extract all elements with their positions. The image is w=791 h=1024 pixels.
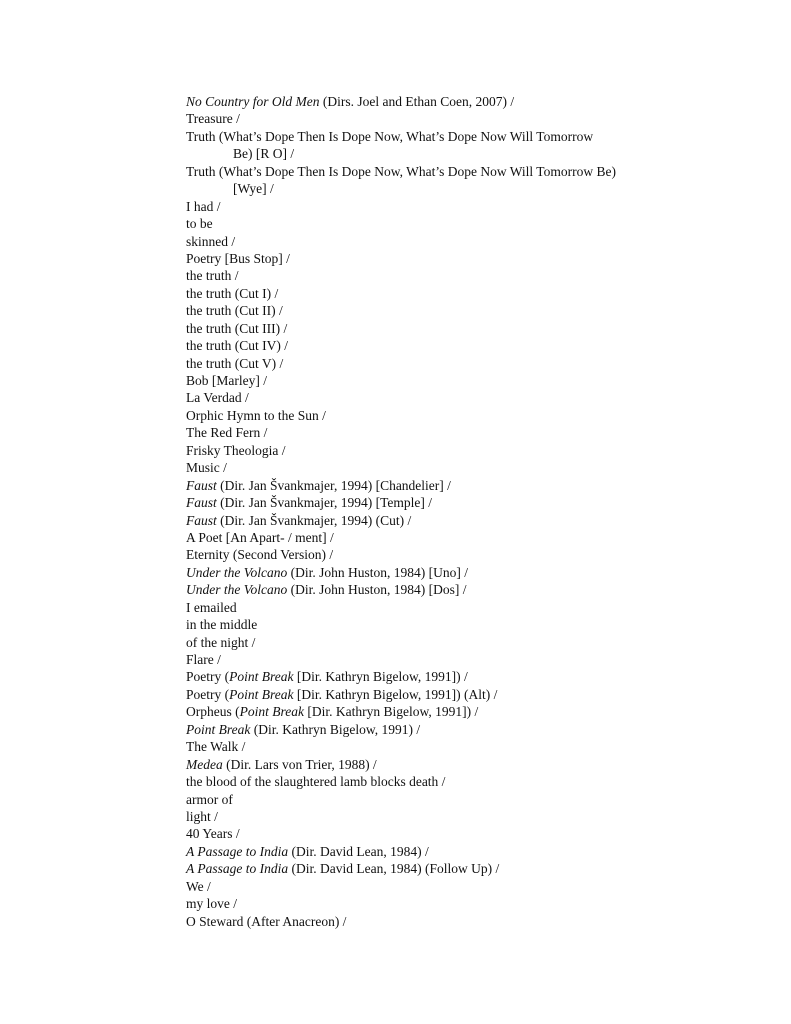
- contents-line: [186, 407, 766, 424]
- line-text: Poetry (: [186, 669, 230, 685]
- contents-line: [186, 546, 766, 563]
- line-text: in the middle: [186, 617, 258, 633]
- contents-line: [186, 424, 766, 441]
- film-title: No Country for Old Men: [186, 94, 320, 109]
- contents-line: [186, 442, 766, 459]
- film-title: Point Break: [229, 669, 294, 685]
- film-title: Point Break: [239, 704, 304, 720]
- line-text: (Dirs. Joel and Ethan Coen, 2007) /: [319, 94, 515, 109]
- contents-line: [186, 756, 766, 773]
- contents-line: [186, 703, 766, 720]
- line-text: Truth (What’s Dope Then Is Dope Now, What’s Dope Now Will Tomorrow Be): [186, 163, 616, 179]
- contents-line: [186, 198, 766, 215]
- line-text: Bob [Marley] /: [186, 373, 267, 388]
- line-text: (Dir. David Lean, 1984) /: [288, 843, 429, 859]
- contents-line: [186, 668, 766, 685]
- line-text: to be: [186, 216, 213, 232]
- line-text: [Dir. Kathryn Bigelow, 1991]) (Alt) /: [293, 686, 498, 702]
- line-text: Music /: [186, 460, 227, 476]
- line-text: 40 Years /: [186, 826, 240, 842]
- contents-line: [186, 250, 766, 267]
- contents-line: [186, 773, 766, 790]
- contents-line: [186, 721, 766, 738]
- line-text: (Dir. John Huston, 1984) [Uno] /: [287, 564, 468, 580]
- contents-line: [186, 651, 766, 668]
- line-text: (Dir. David Lean, 1984) (Follow Up) /: [288, 861, 500, 877]
- contents-line: [186, 337, 766, 354]
- contents-line: [186, 180, 766, 197]
- contents-line: [186, 128, 766, 145]
- line-text: Poetry (: [186, 686, 230, 702]
- contents-line: [186, 843, 766, 860]
- contents-line: [186, 686, 766, 703]
- line-text: (Dir. Jan Švankmajer, 1994) [Temple] /: [216, 495, 432, 511]
- contents-line: [186, 564, 766, 581]
- line-text: Flare /: [186, 652, 221, 667]
- contents-line: [186, 459, 766, 476]
- contents-line: [186, 599, 766, 616]
- line-text: The Walk /: [186, 739, 246, 755]
- line-text: Treasure /: [186, 111, 240, 127]
- contents-line: [186, 808, 766, 825]
- contents-line: [186, 285, 766, 302]
- line-text: Truth (What’s Dope Then Is Dope Now, What’s Dope Now Will Tomorrow: [186, 128, 594, 144]
- contents-line: [186, 93, 766, 110]
- contents-line: [186, 825, 766, 842]
- film-title: Point Break: [186, 721, 251, 737]
- line-text: I emailed: [186, 599, 237, 615]
- line-text: Orphic Hymn to the Sun /: [186, 407, 326, 423]
- contents-list: [186, 93, 766, 930]
- line-text: light /: [186, 808, 218, 824]
- line-text: [Wye] /: [233, 181, 274, 197]
- contents-line: [186, 616, 766, 633]
- line-text: La Verdad /: [186, 390, 249, 406]
- film-title: Faust: [186, 477, 217, 493]
- contents-line: [186, 512, 766, 529]
- line-text: (Dir. John Huston, 1984) [Dos] /: [287, 582, 467, 598]
- contents-line: [186, 634, 766, 651]
- contents-line: [186, 581, 766, 598]
- contents-line: [186, 267, 766, 284]
- contents-line: [186, 529, 766, 546]
- line-text: Orpheus (: [186, 704, 240, 720]
- line-text: the truth (Cut III) /: [186, 320, 288, 336]
- line-text: A Poet [An Apart- / ment] /: [186, 529, 334, 545]
- film-title: Medea: [186, 756, 223, 772]
- line-text: I had /: [186, 198, 221, 214]
- line-text: Be) [R O] /: [233, 146, 295, 162]
- line-text: O Steward (After Anacreon) /: [186, 913, 347, 929]
- film-title: Point Break: [229, 686, 294, 702]
- contents-line: [186, 895, 766, 912]
- line-text: We /: [186, 878, 211, 894]
- line-text: Frisky Theologia /: [186, 442, 286, 458]
- contents-line: [186, 913, 766, 930]
- line-text: (Dir. Lars von Trier, 1988) /: [222, 756, 377, 772]
- contents-line: [186, 163, 766, 180]
- line-text: The Red Fern /: [186, 425, 268, 441]
- film-title: Under the Volcano: [186, 564, 288, 580]
- line-text: (Dir. Jan Švankmajer, 1994) (Cut) /: [216, 512, 412, 528]
- contents-line: [186, 355, 766, 372]
- line-text: skinned /: [186, 233, 236, 249]
- film-title: Faust: [186, 495, 217, 511]
- line-text: (Dir. Kathryn Bigelow, 1991) /: [250, 721, 421, 737]
- line-text: (Dir. Jan Švankmajer, 1994) [Chandelier] /: [216, 477, 451, 493]
- line-text: armor of: [186, 791, 233, 807]
- line-text: Eternity (Second Version) /: [186, 547, 334, 563]
- line-text: of the night /: [186, 634, 256, 650]
- line-text: the truth (Cut IV) /: [186, 338, 288, 354]
- contents-line: [186, 215, 766, 232]
- contents-line: [186, 302, 766, 319]
- contents-line: [186, 145, 766, 162]
- film-title: Faust: [186, 512, 217, 528]
- contents-line: [186, 878, 766, 895]
- line-text: [Dir. Kathryn Bigelow, 1991]) /: [303, 704, 479, 720]
- line-text: [Dir. Kathryn Bigelow, 1991]) /: [293, 669, 468, 685]
- contents-line: [186, 738, 766, 755]
- line-text: the truth (Cut II) /: [186, 303, 283, 319]
- film-title: Under the Volcano: [186, 582, 288, 598]
- line-text: the blood of the slaughtered lamb blocks death /: [186, 774, 446, 790]
- line-text: the truth (Cut V) /: [186, 355, 284, 371]
- film-title: A Passage to India: [186, 861, 289, 877]
- contents-line: [186, 110, 766, 127]
- contents-line: [186, 372, 766, 389]
- film-title: A Passage to India: [186, 843, 289, 859]
- contents-line: [186, 233, 766, 250]
- line-text: the truth (Cut I) /: [186, 285, 279, 301]
- contents-line: [186, 860, 766, 877]
- line-text: my love /: [186, 896, 237, 912]
- line-text: the truth /: [186, 268, 239, 284]
- contents-line: [186, 477, 766, 494]
- line-text: Poetry [Bus Stop] /: [186, 250, 290, 266]
- contents-line: [186, 389, 766, 406]
- contents-line: [186, 494, 766, 511]
- contents-line: [186, 791, 766, 808]
- contents-line: [186, 320, 766, 337]
